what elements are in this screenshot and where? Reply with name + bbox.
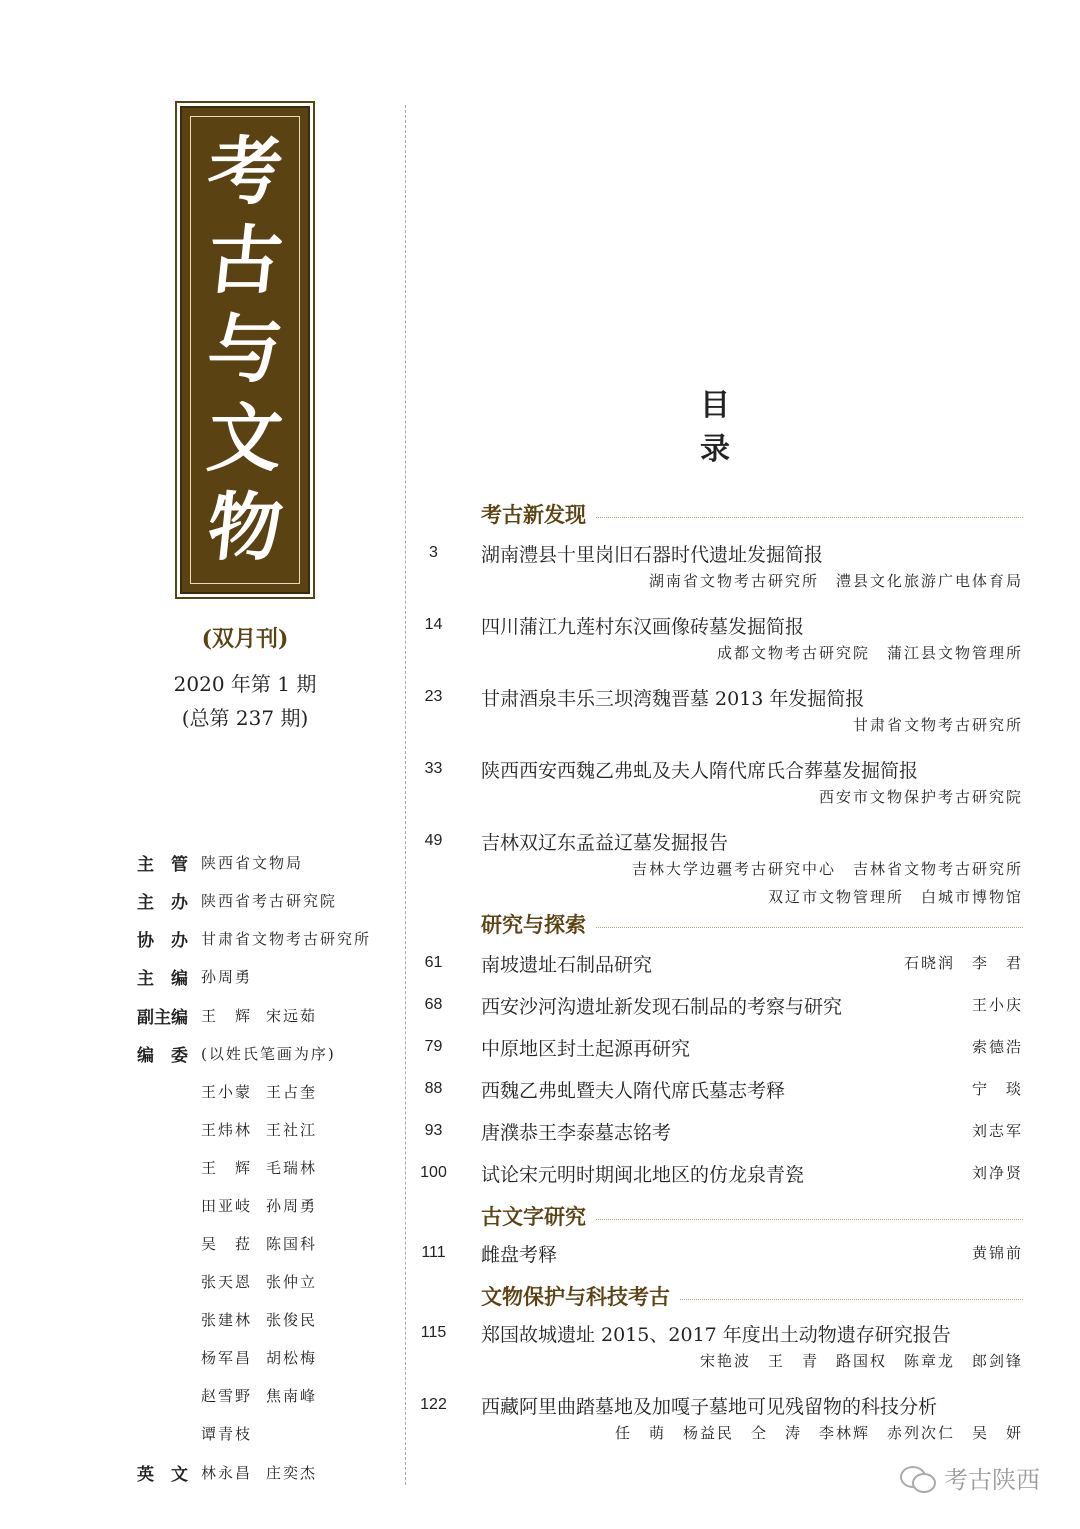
article-affiliation: 吉林大学边疆考古研究中心 吉林省文物考古研究所 [631, 860, 1023, 878]
section-header [481, 1202, 1023, 1230]
masthead-value: 张天恩 [201, 1272, 253, 1291]
article-title: 四川蒲江九莲村东汉画像砖墓发掘简报 [481, 616, 805, 638]
article-affiliation: 湖南省文物考古研究所 澧县文化旅游广电体育局 [648, 572, 1023, 590]
masthead-value: 田亚岐 [201, 1196, 253, 1215]
article-affiliation: 宋艳波 王 青 路国权 陈章龙 郎剑锋 [699, 1352, 1023, 1370]
article-author: 索德浩 [971, 1038, 1023, 1056]
toc-entry[interactable] [410, 1320, 1023, 1376]
journal-title-frame [190, 116, 300, 584]
article-affiliation: 任 萌 杨益民 仝 涛 李林辉 赤列次仁 吴 妍 [614, 1424, 1023, 1442]
masthead-row [137, 1041, 336, 1065]
page-number: 111 [421, 1244, 446, 1261]
journal-title-char: 古 [203, 217, 287, 304]
toc-entry[interactable] [410, 756, 1023, 812]
page-number: 49 [424, 832, 443, 849]
left-column [0, 0, 405, 1529]
toc-entry[interactable] [410, 1118, 1023, 1146]
page-number: 93 [424, 1122, 443, 1139]
masthead-label: 英 文 [137, 1464, 188, 1485]
page-number: 61 [424, 954, 443, 971]
toc-title: 目录 [700, 388, 758, 467]
masthead-value: 陕西省文物局 [201, 853, 304, 872]
journal-title-char: 考 [203, 128, 287, 215]
watermark [900, 1460, 1040, 1495]
masthead-label: 副主编 [137, 1007, 188, 1028]
page-number: 68 [424, 996, 443, 1013]
masthead-row [137, 1231, 317, 1255]
toc-entry[interactable] [410, 1034, 1023, 1062]
article-title: 甘肃酒泉丰乐三坝湾魏晋墓 2013 年发掘简报 [481, 688, 865, 710]
article-title: 试论宋元明时期闽北地区的仿龙泉青瓷 [481, 1164, 805, 1186]
journal-title-char: 物 [203, 485, 287, 572]
section-rule [596, 1218, 1023, 1220]
article-title: 陕西西安西魏乙弗虬及夫人隋代席氏合葬墓发掘简报 [481, 760, 919, 782]
masthead-row [137, 926, 371, 950]
page-number: 115 [420, 1324, 447, 1341]
publication-frequency: (双月刊) [201, 626, 289, 652]
toc-entry[interactable] [410, 684, 1023, 740]
masthead-value: 吴 菈 [201, 1234, 253, 1253]
article-title: 湖南澧县十里岗旧石器时代遗址发掘简报 [481, 544, 824, 566]
page-number: 23 [424, 688, 443, 705]
masthead-value: 胡松梅 [266, 1348, 318, 1367]
toc-entry[interactable] [410, 828, 1023, 912]
masthead-value: 陈国科 [266, 1234, 318, 1253]
masthead-row [137, 888, 337, 912]
masthead-value: 孙周勇 [201, 967, 253, 986]
article-title: 西藏阿里曲踏墓地及加嘎子墓地可见残留物的科技分析 [481, 1396, 938, 1418]
masthead-value: 王 辉 [201, 1158, 253, 1177]
masthead-value: 张建林 [201, 1310, 253, 1329]
masthead-value: 孙周勇 [266, 1196, 318, 1215]
masthead-value: 焦南峰 [266, 1386, 318, 1405]
article-title: 雌盘考释 [481, 1244, 558, 1266]
article-title: 吉林双辽东孟益辽墓发掘报告 [481, 832, 729, 854]
masthead-label: 协 办 [137, 930, 188, 951]
wechat-icon [900, 1464, 936, 1492]
toc-entry[interactable] [410, 950, 1023, 978]
article-affiliation: 成都文物考古研究院 蒲江县文物管理所 [716, 644, 1023, 662]
article-author: 刘志军 [971, 1122, 1023, 1140]
section-rule [680, 1298, 1023, 1300]
article-affiliation: 甘肃省文物考古研究所 [852, 716, 1023, 734]
masthead-row [137, 1155, 317, 1179]
toc-entry[interactable] [410, 1240, 1023, 1268]
masthead-value: 张俊民 [266, 1310, 318, 1329]
masthead-value: 王 辉 [201, 1006, 253, 1025]
toc-entry[interactable] [410, 992, 1023, 1020]
masthead-value: 谭青枝 [201, 1424, 253, 1443]
watermark-text: 考古陕西 [944, 1466, 1040, 1494]
article-author: 宁 琰 [971, 1080, 1023, 1098]
masthead-row [137, 1117, 317, 1141]
article-author: 石晓润 李 君 [903, 954, 1023, 972]
total-issue-number: (总第 237 期) [181, 706, 309, 730]
masthead-row [137, 964, 252, 988]
article-author: 刘净贤 [971, 1164, 1023, 1182]
masthead-row [137, 1307, 317, 1331]
section-header [481, 1282, 1023, 1310]
page-number: 79 [424, 1038, 443, 1055]
masthead-value: 杨军昌 [201, 1348, 253, 1367]
masthead-row [137, 1345, 317, 1369]
page-number: 3 [429, 544, 438, 561]
article-author: 王小庆 [971, 996, 1023, 1014]
page-number: 14 [424, 616, 443, 633]
page-number: 88 [424, 1080, 443, 1097]
section-rule [596, 516, 1023, 518]
article-author: 黄锦前 [971, 1244, 1023, 1262]
section-rule [596, 926, 1023, 928]
masthead-value: 陕西省考古研究院 [201, 891, 338, 910]
page-number: 122 [420, 1396, 447, 1413]
section-header [481, 910, 1023, 938]
masthead-row [137, 1460, 317, 1484]
masthead-row [137, 1003, 317, 1027]
masthead-value: 王社江 [266, 1120, 318, 1139]
section-header [481, 500, 1023, 528]
masthead-value: 甘肃省文物考古研究所 [201, 929, 372, 948]
article-title: 南坡遗址石制品研究 [481, 954, 653, 976]
masthead-value: (以姓氏笔画为序) [201, 1044, 336, 1063]
masthead-value: 赵雪野 [201, 1386, 253, 1405]
masthead-row [137, 1421, 252, 1445]
article-title: 中原地区封土起源再研究 [481, 1038, 691, 1060]
toc-entry[interactable] [410, 540, 1023, 596]
masthead-row [137, 1383, 317, 1407]
journal-title-char: 文 [203, 396, 287, 483]
article-title: 西魏乙弗虬暨夫人隋代席氏墓志考释 [481, 1080, 786, 1102]
article-affiliation: 双辽市文物管理所 白城市博物馆 [767, 888, 1023, 906]
toc-entry[interactable] [410, 1392, 1023, 1448]
masthead-value: 宋远茹 [266, 1006, 318, 1025]
article-title: 西安沙河沟遗址新发现石制品的考察与研究 [481, 996, 843, 1018]
masthead-row [137, 1269, 317, 1293]
masthead-value: 林永昌 [201, 1463, 253, 1482]
masthead-row [137, 850, 303, 874]
section-label: 文物保护与科技考古 [481, 1284, 670, 1309]
column-divider [405, 105, 406, 1485]
journal-title-char: 与 [203, 306, 287, 393]
toc-entry[interactable] [410, 612, 1023, 668]
section-label: 研究与探索 [481, 912, 586, 937]
masthead-value: 王小蒙 [201, 1082, 253, 1101]
article-affiliation: 西安市文物保护考古研究院 [818, 788, 1023, 806]
toc-entry[interactable] [410, 1160, 1023, 1188]
page-number: 100 [420, 1164, 447, 1181]
toc-entry[interactable] [410, 1076, 1023, 1104]
section-label: 考古新发现 [481, 502, 586, 527]
masthead-value: 张仲立 [266, 1272, 318, 1291]
masthead-label: 主 编 [137, 968, 188, 989]
masthead-value: 庄奕杰 [266, 1463, 318, 1482]
page-number: 33 [424, 760, 443, 777]
masthead-row [137, 1193, 317, 1217]
masthead-label: 主 办 [137, 892, 188, 913]
section-label: 古文字研究 [481, 1204, 586, 1229]
masthead-row [137, 1079, 317, 1103]
article-title: 郑国故城遗址 2015、2017 年度出土动物遗存研究报告 [481, 1324, 951, 1346]
issue-number: 2020 年第 1 期 [173, 672, 317, 696]
journal-title-plate [180, 106, 310, 594]
masthead-value: 王占奎 [266, 1082, 318, 1101]
masthead-label: 编 委 [137, 1045, 188, 1066]
masthead-label: 主 管 [137, 854, 188, 875]
masthead-value: 王炜林 [201, 1120, 253, 1139]
masthead-value: 毛瑞林 [266, 1158, 318, 1177]
article-title: 唐濮恭王李泰墓志铭考 [481, 1122, 672, 1144]
